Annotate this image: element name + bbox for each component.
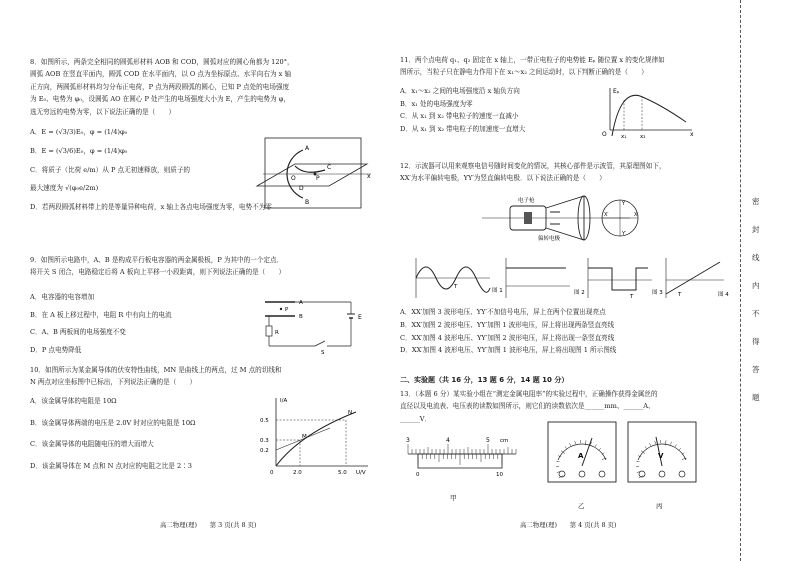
- svg-text:X: X: [634, 212, 638, 218]
- q8-option-a: A．E = (√3/3)E₀，φ = (1/4)φ₀: [30, 128, 128, 137]
- scale-tick: [565, 446, 567, 448]
- q12-waveforms: [402, 254, 732, 304]
- right-page: [400, 0, 732, 561]
- svg-text:A: A: [578, 452, 584, 460]
- voltmeter: [626, 420, 698, 516]
- fig-bing-label: 丙: [656, 502, 663, 510]
- svg-text:T: T: [678, 292, 682, 298]
- q10-option-b: B．该金属导体两端的电压是 2.0V 时对应的电阻是 10Ω: [30, 418, 196, 427]
- q12-line-2: XX′为水平偏转电极，YY′为竖直偏转电极．以下说法正确的是（ ）: [400, 174, 606, 183]
- scale-tick: [595, 444, 597, 446]
- svg-text:O: O: [291, 175, 296, 182]
- seal-char: 密: [752, 197, 760, 206]
- scale-tick: [556, 461, 559, 462]
- q12-line-1: 12．示波器可以用来观察电信号随时间变化的情况，其核心部件是示波管，其原理图如下，: [400, 162, 666, 170]
- svg-text:A: A: [305, 145, 310, 152]
- q11-line-1: 11．两个点电荷 q₁、q₂ 固定在 x 轴上，一带正电粒子的电势能 Eₚ 随位置 x 的变化规律如: [400, 56, 665, 64]
- q10-option-a: A．该金属导体的电阻是 10Ω: [30, 396, 117, 405]
- waveform-1: [416, 258, 503, 298]
- q9-circuit-figure: [255, 290, 375, 356]
- svg-text:D: D: [299, 185, 304, 192]
- fig-jia-label: 甲: [450, 494, 457, 502]
- svg-text:N: N: [348, 410, 353, 416]
- ep-x2: x₂: [640, 134, 646, 140]
- q13-line-2: 直径以及电流表、电压表的读数如图所示，则它们的读数依次是______mm、______A、: [400, 402, 655, 411]
- ammeter: [546, 420, 618, 516]
- q10-line-1: 10．如图所示为某金属导体的伏安特性曲线，MN 是曲线上的两点，过 M 点的切线和: [30, 366, 282, 374]
- section-2-heading: 二、实验题（共 16 分，13 题 6 分，14 题 10 分）: [400, 376, 569, 384]
- q11-option-a: A．x₁～x₂ 之间的电场强度沿 x 轴负方向: [400, 86, 520, 95]
- q10-option-d: D．该金属导体在 M 点和 N 点对应的电阻之比是 2∶3: [30, 462, 192, 471]
- iv-tick-5: 5.0: [338, 470, 347, 476]
- vernier-ten: 10: [496, 472, 503, 478]
- ruler-tick-3: 3: [406, 437, 410, 444]
- deflection-plates-label: 偏转电极: [538, 236, 561, 242]
- q12-oscilloscope-diagram: [480, 188, 650, 248]
- left-page-footer: 高二物理(理) 第 3 页(共 8 页): [160, 521, 257, 529]
- q8-line-2: 圆弧 AOB 在竖直平面内，圆弧 COD 在水平面内，以 O 点为坐标原点、水平向右为 x 轴: [30, 70, 292, 79]
- q8-line-3: 正方向，两圆弧形材料均匀分布正电荷，P 点为两段圆弧的圆心，已知 P 点处的电场强度: [30, 82, 290, 91]
- svg-text:O: O: [602, 131, 607, 138]
- waveform-2: [506, 258, 585, 298]
- q10-line-2: N 两点对应坐标图中已标出，下列说法正确的是（ ）: [30, 378, 197, 387]
- q12-option-d: D．XX′加图 4 波形电压、YY′加图 1 波形电压，屏上将出现图 1 所示图线: [400, 346, 617, 355]
- q8-option-b: B．E = (√3/6)E₀，φ = (1/4)φ₀: [30, 146, 128, 155]
- svg-text:R: R: [275, 330, 279, 336]
- iv-tick-02: 0.2: [260, 448, 269, 454]
- ruler-tick-4: 4: [446, 437, 450, 444]
- seal-char: 答: [752, 365, 760, 374]
- fig-yi-label: 乙: [578, 502, 585, 510]
- svg-text:T: T: [630, 294, 634, 300]
- svg-text:E: E: [358, 314, 362, 321]
- fig2-label: 图 2: [574, 290, 585, 296]
- q10-option-c: C．该金属导体的电阻随电压的增大而增大: [30, 440, 154, 449]
- scale-tick: [645, 446, 647, 448]
- svg-text:V: V: [658, 452, 664, 460]
- ep-x1: x₁: [621, 134, 627, 140]
- waveform-4: [666, 258, 729, 298]
- svg-text:A: A: [299, 300, 303, 306]
- q12-option-b: B．XX′加图 2 波形电压、YY′加图 1 波形电压，屏上将出现两条竖直亮线: [400, 320, 615, 329]
- iv-axis-u: U/V: [356, 470, 366, 476]
- question-12: [400, 160, 732, 185]
- svg-text:P: P: [285, 307, 289, 313]
- vernier-scale-ticks: [418, 454, 502, 465]
- svg-text:Y′: Y′: [622, 231, 627, 237]
- q9-option-a: A．电容器的电容增加: [30, 292, 95, 301]
- right-page-footer: 高二物理(理) 第 4 页(共 8 页): [520, 521, 617, 529]
- ep-axis: Eₚ: [613, 88, 620, 95]
- svg-text:M: M: [302, 434, 307, 440]
- q8-line-4: 为 E₀、电势为 φ₀，设圆弧 AO 在圆心 P 处产生的电场强度大小为 E，产生的电势为 φ，: [30, 95, 290, 104]
- seal-char: 内: [752, 281, 760, 290]
- svg-text:B: B: [299, 314, 303, 320]
- svg-text:C: C: [327, 164, 332, 171]
- q11-ep-graph: [600, 84, 700, 140]
- q8-arc-figure: [255, 134, 375, 214]
- svg-text:P: P: [316, 175, 320, 182]
- vernier-caliper: [404, 434, 524, 504]
- q9-option-c: C．A、B 两板间的电场强度不变: [30, 328, 126, 337]
- scale-tick: [649, 443, 650, 446]
- q9-option-d: D．P 点电势降低: [30, 346, 82, 355]
- q12-option-a: A．XX′加图 3 波形电压、YY′不加信号电压，屏上在两个位置出现亮点: [400, 308, 606, 316]
- q13-line-1: 13．（本题 6 分）某实验小组在“测定金属电阻率”的实验过程中，正确操作获得金属丝的: [400, 390, 658, 398]
- seal-dashed-line: [740, 0, 742, 561]
- q10-iv-graph: [260, 394, 372, 476]
- waveform-3: [588, 258, 663, 300]
- seal-char: 线: [752, 253, 760, 262]
- q8-option-c: C．将质子（比荷 e/m）从 P 点无初速释放，则质子的: [30, 165, 191, 174]
- seal-char: 封: [752, 225, 760, 234]
- scale-tick: [636, 461, 639, 462]
- q12-option-c: C．XX′加图 4 波形电压、YY′加图 2 波形电压，屏上将出现一条竖直亮线: [400, 333, 615, 342]
- scale-tick: [569, 443, 570, 446]
- svg-text:X′: X′: [604, 212, 609, 218]
- scale-tick: [575, 441, 576, 444]
- svg-text:T: T: [454, 284, 458, 290]
- question-12-options: [400, 306, 732, 357]
- scale-tick: [675, 444, 677, 446]
- iv-axis-i: I/A: [280, 398, 288, 404]
- vernier-zero: 0: [416, 472, 420, 478]
- q8-line-5: 选无穷远的电势为零，以下说法正确的是（ ）: [30, 107, 176, 116]
- main-scale-ticks: [408, 444, 516, 454]
- iv-origin: 0: [270, 470, 274, 476]
- q9-line-1: 9．如图所示电路中，A、B 是构成平行板电容器的两金属极板，P 为其中的一个定点．: [30, 256, 284, 264]
- q8-option-d: D．若两段圆弧材料带上的是等量异种电荷，x 轴上各点电场强度为零，电势不为零: [30, 203, 272, 212]
- seal-char: 得: [752, 337, 760, 346]
- left-page: [30, 0, 378, 561]
- electron-gun-label: 电子枪: [518, 198, 535, 204]
- q9-line-2: 将开关 S 闭合，电路稳定后将 A 板向上平移一小段距离，则下列说法正确的是（ ）: [30, 268, 286, 277]
- fig4-label: 图 4: [718, 292, 729, 298]
- fig1-label: 图 1: [492, 288, 503, 294]
- svg-text:x: x: [367, 173, 371, 180]
- scale-tick: [670, 442, 671, 445]
- svg-text:B: B: [305, 199, 310, 206]
- seal-char: 题: [752, 393, 760, 402]
- q11-option-b: B．x₁ 处的电场强度为零: [400, 99, 473, 108]
- iv-tick-05: 0.5: [260, 418, 269, 424]
- scale-tick: [599, 448, 601, 450]
- q13-line-3: ______V．: [400, 414, 432, 423]
- iv-tick-2: 2.0: [293, 470, 302, 476]
- ruler-tick-5: 5: [486, 437, 490, 444]
- iv-tick-03: 0.3: [260, 438, 269, 444]
- q11-option-d: D．从 x₁ 到 x₂ 带电粒子的加速度一直增大: [400, 125, 526, 134]
- q11-option-c: C．从 x₁ 到 x₂ 带电粒子的速度一直减小: [400, 112, 519, 121]
- ruler-unit: cm: [500, 438, 509, 444]
- svg-text:Y: Y: [622, 201, 626, 207]
- svg-text:S: S: [321, 350, 325, 356]
- seal-char: 不: [752, 309, 760, 318]
- q9-option-b: B．在 A 板上移过程中，电阻 R 中有向上的电流: [30, 310, 172, 319]
- svg-text:x: x: [690, 131, 694, 138]
- q8-line-1: 8．如图所示，两条完全相同的圆弧形材料 AOB 和 COD，圆弧对应的圆心角都为 120°，: [30, 58, 294, 66]
- q8-option-c-cont: 最大速度为 √(φ₀e/2m): [30, 184, 99, 193]
- scale-tick: [679, 448, 681, 450]
- scale-tick: [655, 441, 656, 444]
- q11-line-2: 图所示，当粒子只在静电力作用下在 x₁～x₂ 之间运动时，以下判断正确的是（ ）: [400, 68, 648, 77]
- fig3-label: 图 3: [652, 290, 663, 296]
